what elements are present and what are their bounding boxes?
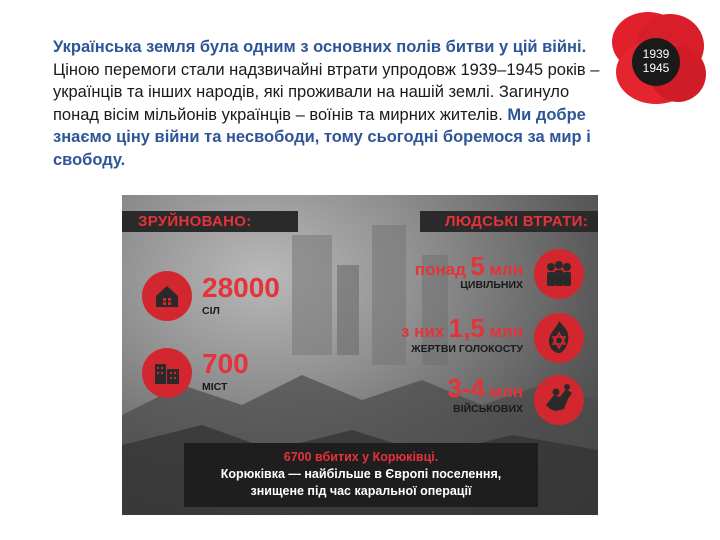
losses-header-text: ЛЮДСЬКІ ВТРАТИ:	[444, 213, 588, 230]
destroyed-header	[122, 211, 298, 232]
civilians-unit: млн	[489, 260, 523, 279]
house-icon	[142, 271, 192, 321]
holocaust-unit: млн	[489, 322, 523, 341]
holocaust-prefix: з них	[400, 322, 445, 341]
koriukivka-line-2: Корюківка — найбільше в Європі поселення,	[220, 467, 502, 481]
intro-bold-end: Ми добре знаємо ціну війни та несвободи, тому сьогодні боремося за мир і свободу.	[53, 105, 591, 169]
cities-value: 700	[202, 348, 249, 379]
civilians-value: 5	[470, 251, 485, 281]
intro-paragraph	[53, 36, 613, 171]
villages-label: СІЛ	[202, 305, 220, 317]
destroyed-header-text: ЗРУЙНОВАНО:	[138, 213, 252, 230]
holocaust-stat	[400, 313, 523, 343]
emblem-year-bottom: 1945	[642, 61, 670, 75]
military-stat	[447, 373, 523, 403]
civilians-stat	[414, 251, 523, 281]
civilians-label: ЦИВІЛЬНИХ	[460, 279, 523, 291]
villages-value: 28000	[202, 272, 280, 303]
holocaust-value: 1,5	[448, 313, 485, 343]
soldiers-icon	[534, 375, 584, 425]
military-value: 3-4	[447, 373, 485, 403]
intro-normal-text: Ціною перемоги стали надзвичайні втрати упродовж 1939–1945 років – українців та інших народів, які проживали на нашій землі. Загинуло понад вісім мільйонів українців – воїнів та мирних жителів.	[53, 60, 600, 124]
losses-header	[420, 211, 598, 232]
koriukivka-line-1: 6700 вбитих у Корюківці.	[283, 450, 439, 464]
military-label: ВІЙСЬКОВИХ	[453, 403, 523, 415]
people-group-icon	[534, 249, 584, 299]
emblem-year-top: 1939	[642, 47, 670, 61]
koriukivka-banner	[184, 443, 538, 507]
star-of-david-flame-icon	[534, 313, 584, 363]
infographic	[122, 195, 598, 515]
koriukivka-line-3: знищене під час каральної операції	[250, 484, 472, 498]
civilians-prefix: понад	[414, 260, 466, 279]
military-unit: млн	[489, 382, 523, 401]
intro-bold-start: Українська земля була одним з основних полів битви у цій війні.	[53, 38, 587, 56]
holocaust-label: ЖЕРТВИ ГОЛОКОСТУ	[411, 343, 523, 355]
poppy-emblem	[608, 10, 708, 106]
city-buildings-icon	[142, 348, 192, 398]
cities-label: МІСТ	[202, 381, 228, 393]
poppy-icon	[608, 10, 708, 106]
